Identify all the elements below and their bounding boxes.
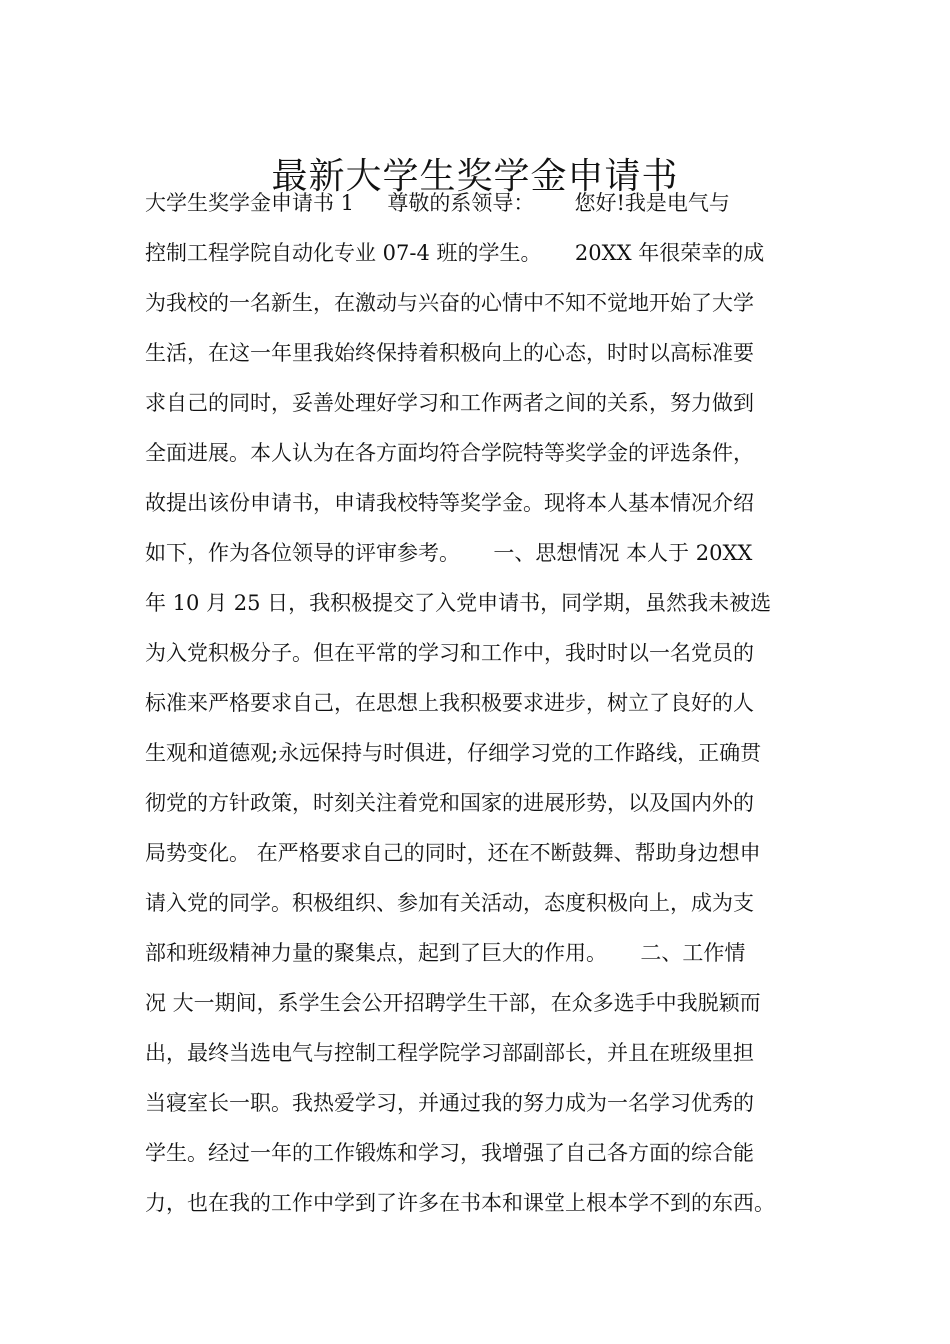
body-line: 况 大一期间，系学生会公开招聘学生干部，在众多选手中我脱颖而 <box>145 991 761 1015</box>
body-line: 生观和道德观;永远保持与时俱进，仔细学习党的工作路线，正确贯 <box>145 741 762 765</box>
body-line: 彻党的方针政策，时刻关注着党和国家的进展形势，以及国内外的 <box>145 791 754 815</box>
body-line: 控制工程学院自动化专业 07-4 班的学生。 20XX 年很荣幸的成 <box>145 241 765 265</box>
body-line: 年 10 月 25 日，我积极提交了入党申请书，同学期，虽然我未被选 <box>145 591 772 615</box>
body-line: 全面进展。本人认为在各方面均符合学院特等奖学金的评选条件， <box>145 441 754 465</box>
body-line: 为入党积极分子。但在平常的学习和工作中，我时时以一名党员的 <box>145 641 754 665</box>
body-line: 为我校的一名新生，在激动与兴奋的心情中不知不觉地开始了大学 <box>145 291 754 315</box>
body-line: 请入党的同学。积极组织、参加有关活动，态度积极向上，成为支 <box>145 891 754 915</box>
body-line: 力，也在我的工作中学到了许多在书本和课堂上根本学不到的东西。 <box>145 1191 775 1215</box>
body-line: 大学生奖学金申请书 1 尊敬的系领导： 您好!我是电气与 <box>145 191 730 215</box>
body-line: 学生。经过一年的工作锻炼和学习，我增强了自己各方面的综合能 <box>145 1141 754 1165</box>
body-line: 故提出该份申请书，申请我校特等奖学金。现将本人基本情况介绍 <box>145 491 754 515</box>
document-title: 最新大学生奖学金申请书 <box>271 156 679 198</box>
body-line: 标准来严格要求自己，在思想上我积极要求进步，树立了良好的人 <box>145 691 754 715</box>
body-line: 求自己的同时，妥善处理好学习和工作两者之间的关系，努力做到 <box>145 391 754 415</box>
document-body <box>145 178 825 1228</box>
body-line: 局势变化。 在严格要求自己的同时，还在不断鼓舞、帮助身边想申 <box>145 841 761 865</box>
body-line: 当寝室长一职。我热爱学习，并通过我的努力成为一名学习优秀的 <box>145 1091 754 1115</box>
body-line: 出，最终当选电气与控制工程学院学习部副部长，并且在班级里担 <box>145 1041 754 1065</box>
body-line: 如下，作为各位领导的评审参考。 一、思想情况 本人于 20XX <box>145 541 753 565</box>
body-line: 生活，在这一年里我始终保持着积极向上的心态，时时以高标准要 <box>145 341 754 365</box>
body-line: 部和班级精神力量的聚集点，起到了巨大的作用。 二、工作情 <box>145 941 746 965</box>
